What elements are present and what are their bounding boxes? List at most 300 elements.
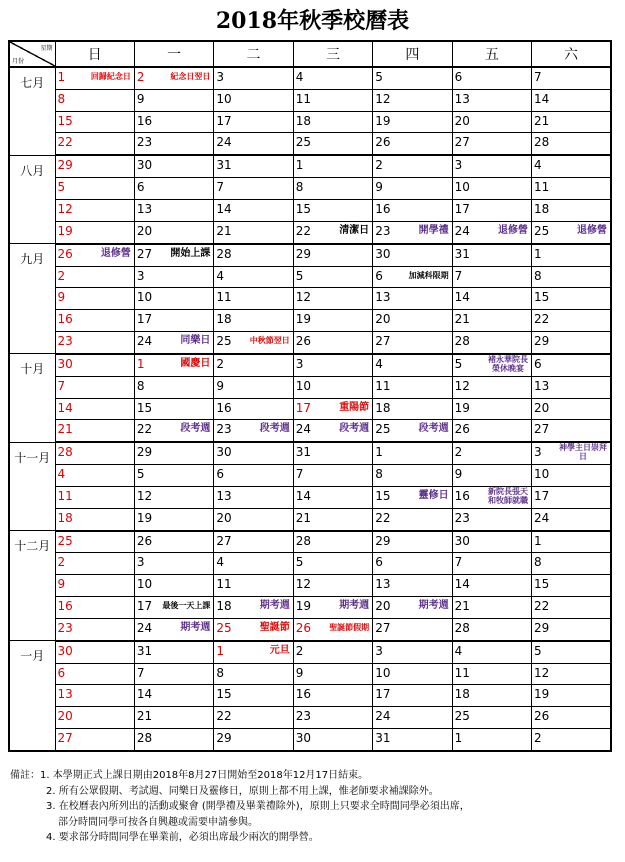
day-number: 22 (375, 510, 391, 525)
event-label: 清潔日 (339, 224, 370, 236)
day-cell (55, 553, 134, 575)
day-cell (134, 508, 213, 530)
day-cell (55, 133, 134, 155)
day-number: 11 (57, 488, 73, 503)
day-number: 10 (295, 378, 312, 393)
day-number: 26 (295, 333, 312, 348)
day-number: 9 (375, 180, 383, 195)
day-cell (134, 221, 213, 243)
day-cell (373, 728, 452, 751)
day-number: 14 (57, 400, 73, 415)
week-row (9, 420, 611, 442)
week-row (9, 288, 611, 310)
day-number: 5 (454, 356, 463, 371)
day-cell (373, 398, 452, 420)
day-cell (373, 486, 452, 508)
day-number: 10 (216, 91, 232, 106)
day-number: 20 (534, 400, 550, 415)
day-cell (214, 663, 293, 685)
week-row (9, 310, 611, 332)
day-number: 18 (295, 113, 312, 128)
day-cell (293, 111, 372, 133)
week-row (9, 67, 611, 89)
day-number: 11 (216, 577, 232, 592)
day-cell (532, 596, 611, 618)
day-number: 4 (454, 643, 463, 658)
month-label: 十二月 (9, 531, 55, 641)
day-number: 14 (295, 488, 312, 503)
day-cell (373, 442, 452, 464)
day-number: 30 (295, 730, 312, 745)
day-number: 25 (534, 223, 550, 238)
weekday-header: 三 (293, 41, 372, 67)
day-number: 10 (136, 290, 153, 305)
day-cell (134, 89, 213, 111)
day-cell (532, 663, 611, 685)
day-number: 17 (136, 598, 153, 613)
day-cell (452, 618, 531, 640)
page-title: 2018年秋季校曆表 (215, 8, 410, 34)
day-cell (452, 111, 531, 133)
day-number: 23 (216, 422, 232, 437)
day-cell (452, 266, 531, 288)
day-cell (373, 465, 452, 487)
day-cell (293, 553, 372, 575)
event-label: 期考週 (418, 599, 449, 611)
day-number: 3 (534, 445, 542, 460)
day-number: 1 (216, 643, 224, 658)
event-label: 最後一天上課 (162, 600, 211, 610)
day-cell (214, 111, 293, 133)
day-cell (452, 178, 531, 200)
day-cell (532, 310, 611, 332)
day-cell (532, 553, 611, 575)
day-number: 24 (375, 709, 391, 724)
day-number: 7 (295, 467, 304, 482)
day-cell (293, 89, 372, 111)
day-cell (293, 575, 372, 597)
day-number: 21 (534, 113, 550, 128)
event-label-line: 榮休晚宴 (492, 363, 525, 373)
corner-month-label: 月份 (12, 58, 25, 65)
day-number: 2 (136, 70, 145, 84)
week-row (9, 398, 611, 420)
day-cell (293, 266, 372, 288)
day-number: 31 (136, 643, 153, 658)
day-number: 11 (534, 180, 550, 195)
day-number: 26 (136, 533, 153, 548)
day-cell (55, 641, 134, 663)
day-number: 7 (136, 665, 145, 680)
day-cell (55, 508, 134, 530)
day-number: 8 (57, 91, 66, 106)
calendar-table (8, 40, 612, 752)
day-cell (134, 354, 213, 376)
day-number: 20 (136, 223, 153, 238)
day-number: 18 (454, 687, 470, 702)
day-number: 24 (454, 223, 470, 238)
day-number: 18 (57, 510, 73, 525)
day-cell (293, 331, 372, 353)
day-cell (293, 728, 372, 751)
month-label: 七月 (9, 67, 55, 155)
day-cell (134, 553, 213, 575)
month-label: 十一月 (9, 442, 55, 530)
day-number: 22 (136, 422, 153, 437)
day-number: 19 (454, 400, 470, 415)
event-label: 期考週 (180, 621, 211, 633)
month-label: 八月 (9, 155, 55, 243)
day-cell (134, 111, 213, 133)
day-cell (134, 67, 213, 89)
day-number: 24 (534, 510, 550, 525)
day-number: 14 (454, 290, 470, 305)
day-cell (134, 618, 213, 640)
week-row (9, 354, 611, 376)
event-label: 聖誕節假期 (329, 622, 370, 632)
day-cell (373, 575, 452, 597)
day-cell (293, 288, 372, 310)
day-cell (452, 331, 531, 353)
day-number: 18 (375, 400, 391, 415)
day-number: 1 (534, 533, 542, 548)
day-number: 23 (295, 709, 312, 724)
day-cell (214, 618, 293, 640)
day-cell (452, 133, 531, 155)
day-number: 21 (216, 223, 232, 238)
day-number: 10 (136, 577, 153, 592)
day-cell (373, 89, 452, 111)
day-number: 17 (136, 312, 153, 327)
day-number: 5 (136, 467, 145, 482)
day-cell (532, 178, 611, 200)
day-number: 25 (216, 333, 232, 348)
week-row (9, 155, 611, 177)
day-number: 27 (375, 333, 391, 348)
event-label: 段考週 (418, 423, 449, 435)
day-cell (134, 707, 213, 729)
day-number: 31 (375, 730, 391, 745)
day-number: 9 (454, 467, 463, 482)
day-cell (532, 288, 611, 310)
day-cell (134, 376, 213, 398)
day-cell (373, 376, 452, 398)
day-number: 25 (295, 135, 312, 150)
day-number: 11 (454, 665, 470, 680)
day-number: 15 (57, 113, 73, 128)
event-label: 開始上課 (170, 247, 211, 259)
day-cell (55, 331, 134, 353)
day-number: 23 (136, 135, 153, 150)
day-number: 23 (375, 223, 391, 238)
day-cell (373, 420, 452, 442)
day-cell (293, 508, 372, 530)
day-number: 22 (216, 709, 232, 724)
day-cell (55, 442, 134, 464)
day-cell (532, 442, 611, 464)
note-line: 部分時間同學可按各自興趣或需要申請參與。 (58, 816, 258, 828)
day-cell (55, 244, 134, 266)
day-cell (214, 155, 293, 177)
month-label: 九月 (9, 244, 55, 354)
event-label: 中秋節翌日 (249, 335, 290, 345)
day-number: 19 (295, 598, 312, 613)
event-label: 退修營 (577, 224, 607, 236)
day-cell (373, 133, 452, 155)
day-number: 16 (57, 312, 73, 327)
day-number: 25 (216, 620, 232, 635)
day-number: 2 (216, 356, 224, 371)
day-cell (293, 596, 372, 618)
day-number: 27 (57, 730, 73, 745)
day-cell (373, 310, 452, 332)
day-cell (373, 331, 452, 353)
day-cell (452, 200, 531, 222)
day-number: 7 (534, 70, 542, 84)
day-cell (214, 200, 293, 222)
day-cell (373, 155, 452, 177)
day-cell (373, 663, 452, 685)
day-number: 28 (454, 620, 470, 635)
day-number: 4 (295, 70, 304, 84)
day-number: 15 (136, 400, 153, 415)
notes-section (10, 768, 620, 846)
day-cell (55, 67, 134, 89)
day-cell (452, 641, 531, 663)
event-label: 開學禮 (418, 224, 449, 236)
day-number: 13 (375, 290, 391, 305)
day-cell (214, 331, 293, 353)
week-row (9, 531, 611, 553)
note-line: 備註：1. 本學期正式上課日期由2018年8月27日開始至2018年12月17日結束。 (10, 770, 369, 781)
day-cell (532, 111, 611, 133)
day-number: 23 (57, 333, 73, 348)
event-label-line: 日 (579, 452, 587, 462)
week-row (9, 465, 611, 487)
day-cell (55, 376, 134, 398)
week-row (9, 508, 611, 530)
week-row (9, 133, 611, 155)
day-cell (532, 508, 611, 530)
day-number: 15 (216, 687, 232, 702)
day-cell (134, 685, 213, 707)
day-number: 28 (295, 533, 312, 548)
day-number: 3 (295, 356, 304, 371)
day-cell (293, 531, 372, 553)
day-cell (373, 67, 452, 89)
day-cell (134, 575, 213, 597)
day-number: 8 (216, 665, 224, 680)
day-cell (373, 508, 452, 530)
day-cell (214, 553, 293, 575)
day-cell (214, 266, 293, 288)
day-number: 15 (375, 488, 391, 503)
day-number: 21 (136, 709, 153, 724)
day-cell (214, 288, 293, 310)
day-cell (452, 707, 531, 729)
day-number: 31 (454, 246, 470, 261)
day-cell (293, 133, 372, 155)
day-cell (55, 618, 134, 640)
day-number: 27 (216, 533, 232, 548)
day-number: 28 (136, 730, 153, 745)
event-label-line: 神學主日崇拜 (559, 443, 607, 453)
week-row (9, 442, 611, 464)
day-number: 12 (295, 577, 312, 592)
day-number: 16 (454, 488, 470, 503)
day-number: 2 (375, 158, 383, 173)
day-cell (214, 420, 293, 442)
day-cell (134, 420, 213, 442)
day-cell (55, 354, 134, 376)
day-number: 22 (534, 598, 550, 613)
week-row (9, 244, 611, 266)
day-cell (55, 398, 134, 420)
day-cell (452, 596, 531, 618)
week-row (9, 707, 611, 729)
day-number: 1 (136, 356, 145, 371)
day-cell (452, 663, 531, 685)
note-line: 4. 要求部分時間同學在畢業前，必須出席最少兩次的開學營。 (46, 832, 319, 843)
day-number: 27 (454, 135, 470, 150)
day-number: 28 (57, 445, 73, 460)
day-cell (532, 420, 611, 442)
day-number: 1 (375, 445, 383, 460)
day-number: 6 (454, 70, 463, 84)
week-row (9, 221, 611, 243)
week-row (9, 266, 611, 288)
day-cell (373, 354, 452, 376)
day-cell (55, 531, 134, 553)
day-number: 9 (136, 91, 145, 106)
day-cell (55, 288, 134, 310)
day-number: 9 (295, 665, 304, 680)
week-row (9, 89, 611, 111)
day-number: 30 (375, 246, 391, 261)
day-cell (373, 596, 452, 618)
day-cell (532, 376, 611, 398)
day-cell (452, 508, 531, 530)
day-cell (55, 200, 134, 222)
day-number: 12 (375, 91, 391, 106)
day-cell (134, 728, 213, 751)
month-label: 一月 (9, 641, 55, 751)
week-row (9, 685, 611, 707)
event-label: 國慶日 (180, 357, 211, 369)
day-cell (293, 641, 372, 663)
day-number: 31 (216, 158, 232, 173)
week-row (9, 376, 611, 398)
day-cell (214, 89, 293, 111)
day-cell (134, 486, 213, 508)
day-number: 1 (454, 730, 463, 745)
day-number: 4 (216, 555, 224, 570)
day-number: 26 (534, 709, 550, 724)
day-number: 24 (216, 135, 232, 150)
day-number: 6 (216, 467, 224, 482)
day-cell (532, 89, 611, 111)
note-line: 2. 所有公眾假期、考試週、同樂日及靈修日，原則上都不用上課，惟老師要求補課除外。 (46, 785, 439, 797)
event-label: 期考週 (339, 599, 370, 611)
day-cell (532, 155, 611, 177)
day-number: 13 (57, 687, 73, 702)
day-cell (452, 531, 531, 553)
day-number: 5 (295, 555, 304, 570)
day-cell (214, 442, 293, 464)
day-cell (214, 67, 293, 89)
day-number: 8 (375, 467, 383, 482)
day-cell (55, 310, 134, 332)
day-cell (452, 221, 531, 243)
day-cell (55, 575, 134, 597)
event-label: 紀念日翌日 (170, 72, 211, 81)
day-number: 16 (375, 202, 391, 217)
day-number: 2 (57, 268, 66, 283)
day-number: 3 (454, 158, 463, 173)
day-number: 21 (295, 510, 312, 525)
day-number: 29 (375, 533, 391, 548)
day-cell (55, 728, 134, 751)
day-cell (55, 266, 134, 288)
day-cell (532, 685, 611, 707)
day-cell (452, 575, 531, 597)
day-number: 19 (534, 687, 550, 702)
event-label: 重陽節 (339, 401, 370, 413)
day-number: 17 (454, 202, 470, 217)
day-number: 24 (136, 333, 153, 348)
day-cell (373, 244, 452, 266)
day-cell (214, 728, 293, 751)
weekday-header: 六 (532, 41, 611, 67)
day-cell (134, 288, 213, 310)
day-cell (214, 465, 293, 487)
day-number: 23 (57, 620, 73, 635)
day-cell (55, 420, 134, 442)
day-cell (55, 178, 134, 200)
day-number: 16 (295, 687, 312, 702)
day-number: 26 (295, 620, 312, 635)
day-cell (214, 641, 293, 663)
day-number: 17 (295, 400, 312, 415)
day-cell (134, 641, 213, 663)
day-cell (55, 596, 134, 618)
day-cell (293, 244, 372, 266)
day-number: 19 (375, 113, 391, 128)
day-cell (373, 553, 452, 575)
day-number: 4 (375, 356, 383, 371)
day-number: 4 (216, 268, 224, 283)
week-row (9, 618, 611, 640)
day-number: 29 (295, 246, 312, 261)
day-number: 10 (375, 665, 391, 680)
day-cell (134, 531, 213, 553)
note-line: 3. 在校曆表內所列出的活動或聚會 (開學禮及畢業禮除外)，原則上只要求全時間同學必須出席， (46, 801, 470, 812)
day-number: 30 (454, 533, 470, 548)
day-number: 13 (534, 378, 550, 393)
day-number: 8 (295, 180, 304, 195)
day-cell (293, 221, 372, 243)
weekday-header: 一 (134, 41, 213, 67)
day-cell (293, 200, 372, 222)
day-number: 20 (375, 312, 391, 327)
day-cell (134, 244, 213, 266)
day-number: 29 (534, 333, 550, 348)
day-number: 9 (57, 577, 66, 592)
day-number: 18 (216, 598, 232, 613)
day-cell (452, 465, 531, 487)
day-cell (55, 155, 134, 177)
day-number: 15 (295, 202, 312, 217)
